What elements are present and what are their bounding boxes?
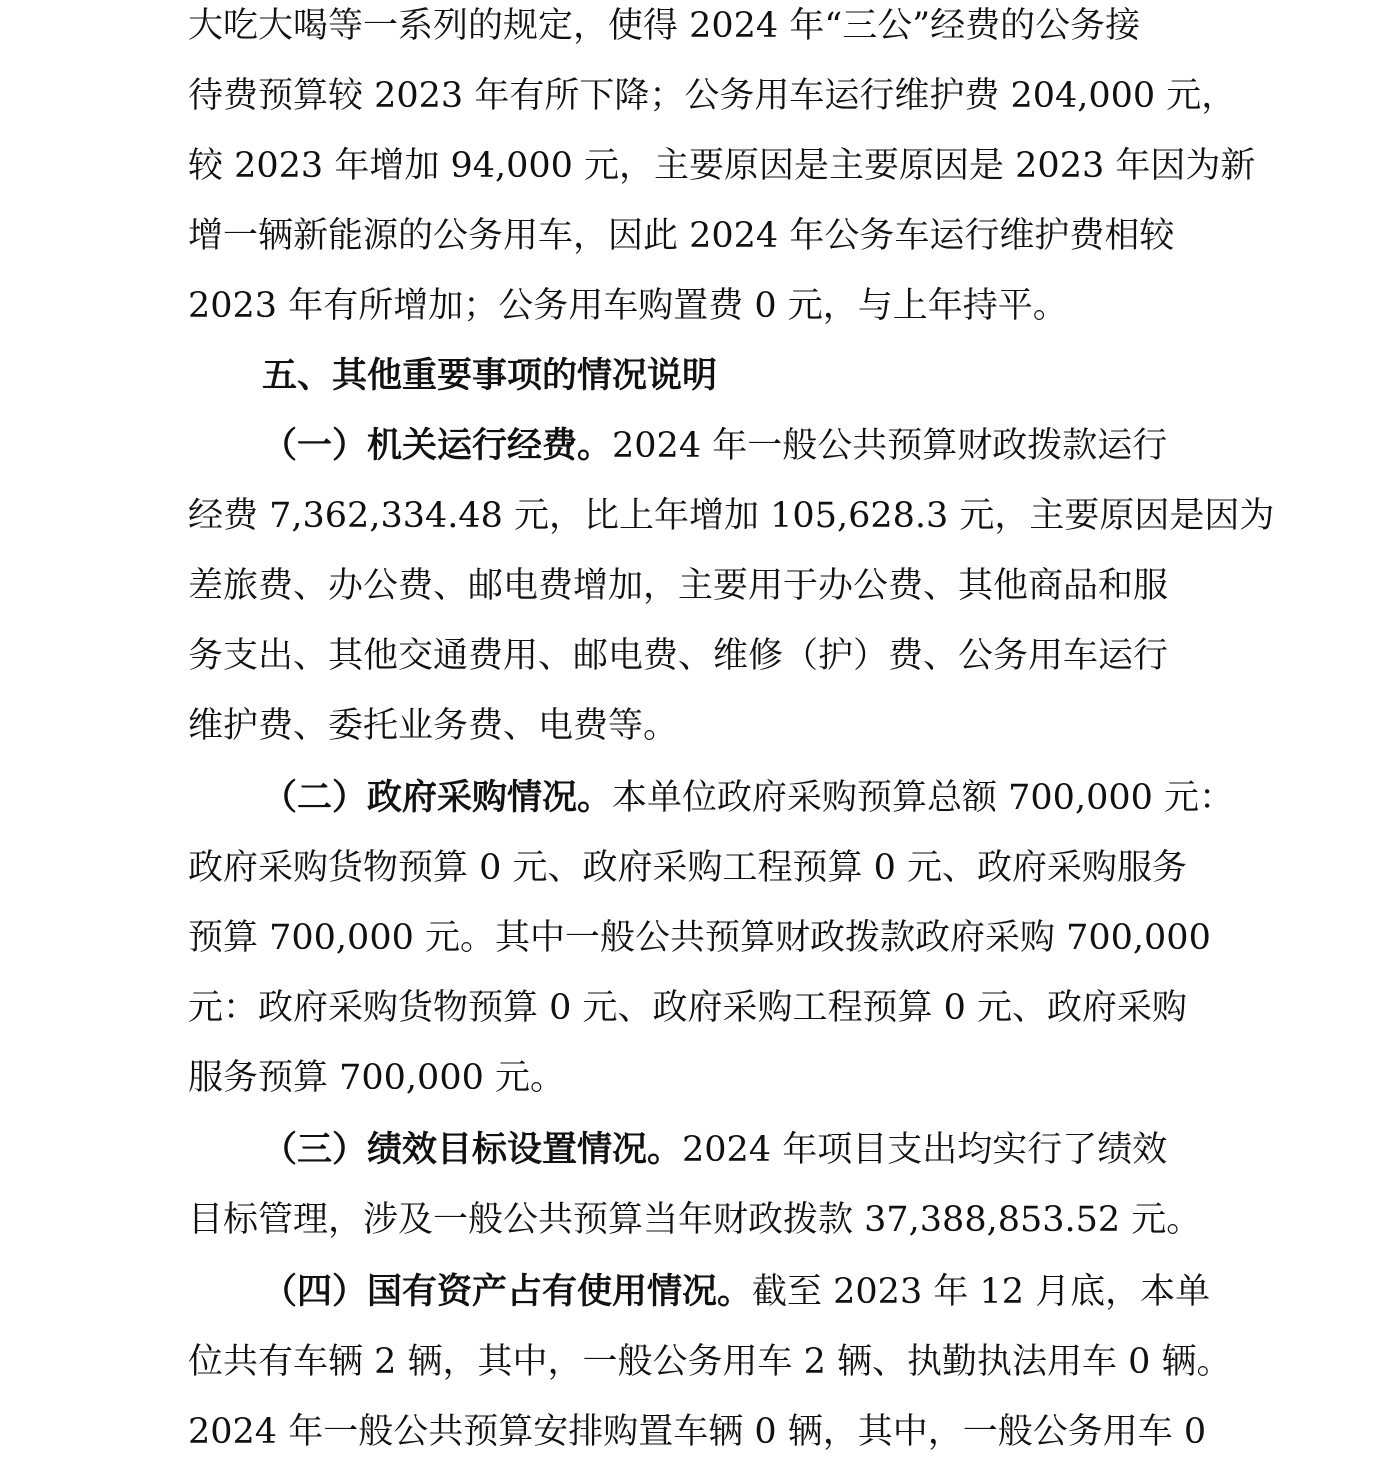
paragraph-line: 差旅费、办公费、邮电费增加，主要用于办公费、其他商品和服 — [188, 566, 1169, 606]
paragraph-line: 经费 7,362,334.48 元，比上年增加 105,628.3 元，主要原因是因为 — [188, 496, 1275, 536]
paragraph-line: 大吃大喝等一系列的规定，使得 2024 年“三公”经费的公务接 — [188, 6, 1141, 46]
subsection-title: （二）政府采购情况。 — [262, 778, 613, 818]
subsection-title: （一）机关运行经费。 — [262, 426, 613, 466]
paragraph-line: 2023 年有所增加；公务用车购置费 0 元，与上年持平。 — [188, 286, 1068, 326]
paragraph-line: 预算 700,000 元。其中一般公共预算财政拨款政府采购 700,000 — [188, 918, 1211, 958]
paragraph-line: 2024 年一般公共预算安排购置车辆 0 辆，其中，一般公务用车 0 — [188, 1412, 1207, 1452]
subsection-title: （四）国有资产占有使用情况。 — [262, 1272, 753, 1312]
subsection-title: （三）绩效目标设置情况。 — [262, 1130, 683, 1170]
paragraph-first-line — [262, 424, 1312, 468]
paragraph-line: 务支出、其他交通费用、邮电费、维修（护）费、公务用车运行 — [188, 636, 1169, 676]
paragraph-line: 元：政府采购货物预算 0 元、政府采购工程预算 0 元、政府采购 — [188, 988, 1188, 1028]
paragraph-first-line — [262, 1270, 1312, 1314]
section-heading: 五、其他重要事项的情况说明 — [262, 356, 718, 396]
paragraph-text: 2024 年项目支出均实行了绩效 — [682, 1130, 1168, 1170]
paragraph-line: 较 2023 年增加 94,000 元，主要原因是主要原因是 2023 年因为新 — [188, 146, 1256, 186]
paragraph-line: 目标管理，涉及一般公共预算当年财政拨款 37,388,853.52 元。 — [188, 1200, 1202, 1240]
paragraph-text: 2024 年一般公共预算财政拨款运行 — [612, 426, 1168, 466]
paragraph-line: 待费预算较 2023 年有所下降；公务用车运行维护费 204,000 元， — [188, 76, 1237, 116]
paragraph-first-line — [262, 776, 1312, 820]
paragraph-line: 政府采购货物预算 0 元、政府采购工程预算 0 元、政府采购服务 — [188, 848, 1188, 888]
paragraph-text: 本单位政府采购预算总额 700,000 元： — [612, 778, 1235, 818]
paragraph-first-line — [262, 1128, 1312, 1172]
paragraph-text: 截至 2023 年 12 月底，本单 — [752, 1272, 1211, 1312]
paragraph-line: 位共有车辆 2 辆，其中，一般公务用车 2 辆、执勤执法用车 0 辆。 — [188, 1342, 1232, 1382]
paragraph-line: 维护费、委托业务费、电费等。 — [188, 706, 679, 746]
paragraph-line: 服务预算 700,000 元。 — [188, 1058, 565, 1098]
paragraph-line: 增一辆新能源的公务用车，因此 2024 年公务车运行维护费相较 — [188, 216, 1175, 256]
